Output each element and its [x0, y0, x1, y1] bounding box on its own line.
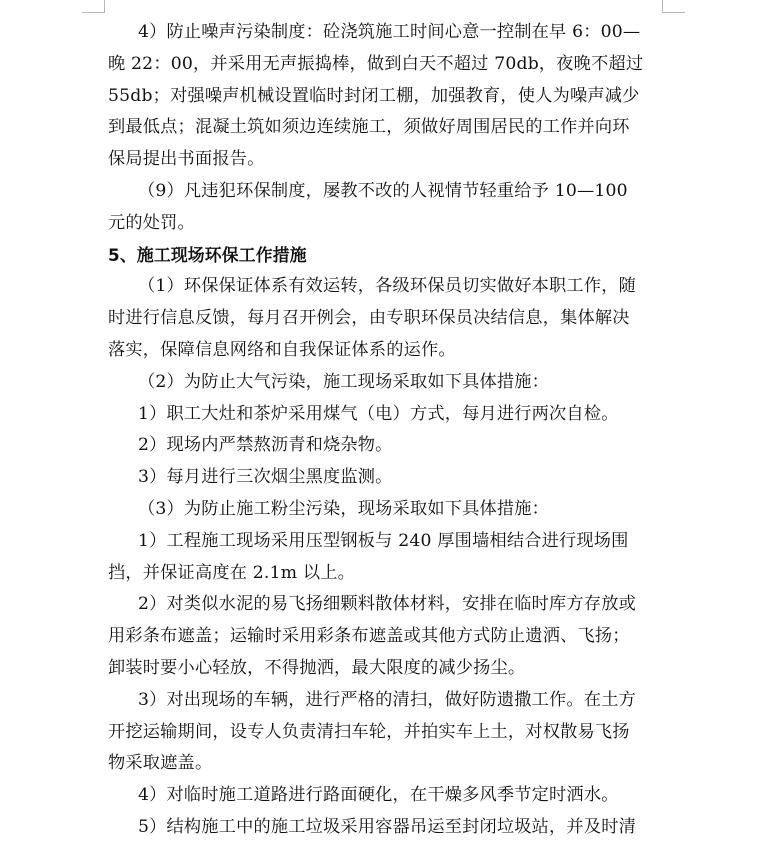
text-line: 1）工程施工现场采用压型钢板与 240 厚围墙相结合进行现场围 — [138, 530, 629, 551]
text-line: 挡，并保证高度在 2.1m 以上。 — [108, 562, 356, 583]
text-line: 55db；对强噪声机械设置临时封闭工棚，加强教育，使人为噪声减少 — [108, 85, 640, 106]
text-line: 晚 22：00，并采用无声振捣棒，做到白天不超过 70db，夜晚不超过 — [108, 53, 644, 74]
text-line: 2）现场内严禁熬沥青和烧杂物。 — [138, 435, 393, 456]
text-line: 3）对出现场的车辆，进行严格的清扫，做好防遗撒工作。在土方 — [138, 689, 636, 710]
text-line: 开挖运输期间，设专人负责清扫车轮，并拍实车上土，对权散易飞扬 — [108, 721, 630, 742]
text-line: 5）结构施工中的施工垃圾采用容器吊运至封闭垃圾站，并及时清 — [138, 816, 636, 837]
document-body — [108, 17, 663, 844]
text-line: 元的处罚。 — [108, 212, 195, 233]
text-line: 卸装时要小心轻放，不得抛洒，最大限度的减少扬尘。 — [108, 657, 526, 678]
text-line: 2）对类似水泥的易飞扬细颗料散体材料，安排在临时库方存放或 — [138, 594, 636, 615]
text-line: 到最低点；混凝土筑如须边连续施工，须做好周围居民的工作并向环 — [108, 117, 630, 138]
text-line: （1）环保保证体系有效运转，各级环保员切实做好本职工作，随 — [138, 276, 636, 297]
text-line: 用彩条布遮盖；运输时采用彩条布遮盖或其他方式防止遗洒、飞扬； — [108, 626, 630, 647]
margin-corner-mark-right — [662, 0, 685, 13]
section-heading: 5、施工现场环保工作措施 — [108, 244, 307, 265]
text-line: 物采取遮盖。 — [108, 753, 213, 774]
text-line: 落实，保障信息网络和自我保证体系的运作。 — [108, 339, 456, 360]
text-line: 时进行信息反馈，每月召开例会，由专职环保员决结信息，集体解决 — [108, 308, 630, 329]
margin-corner-mark-left — [82, 0, 105, 13]
text-line: 4）对临时施工道路进行路面硬化，在干燥多风季节定时洒水。 — [138, 785, 619, 806]
text-line: （2）为防止大气污染，施工现场采取如下具体措施： — [138, 371, 550, 392]
text-line: 3）每月进行三次烟尘黑度监测。 — [138, 467, 393, 488]
text-line: 1）职工大灶和茶炉采用煤气（电）方式，每月进行两次自检。 — [138, 403, 619, 424]
text-line: 保局提出书面报告。 — [108, 149, 265, 170]
text-line: （9）凡违犯环保制度，屡教不改的人视情节轻重给予 10—100 — [138, 180, 628, 201]
text-line: （3）为防止施工粉尘污染，现场采取如下具体措施： — [138, 498, 550, 519]
text-line: 4）防止噪声污染制度：砼浇筑施工时间心意一控制在早 6：00— — [138, 22, 641, 42]
